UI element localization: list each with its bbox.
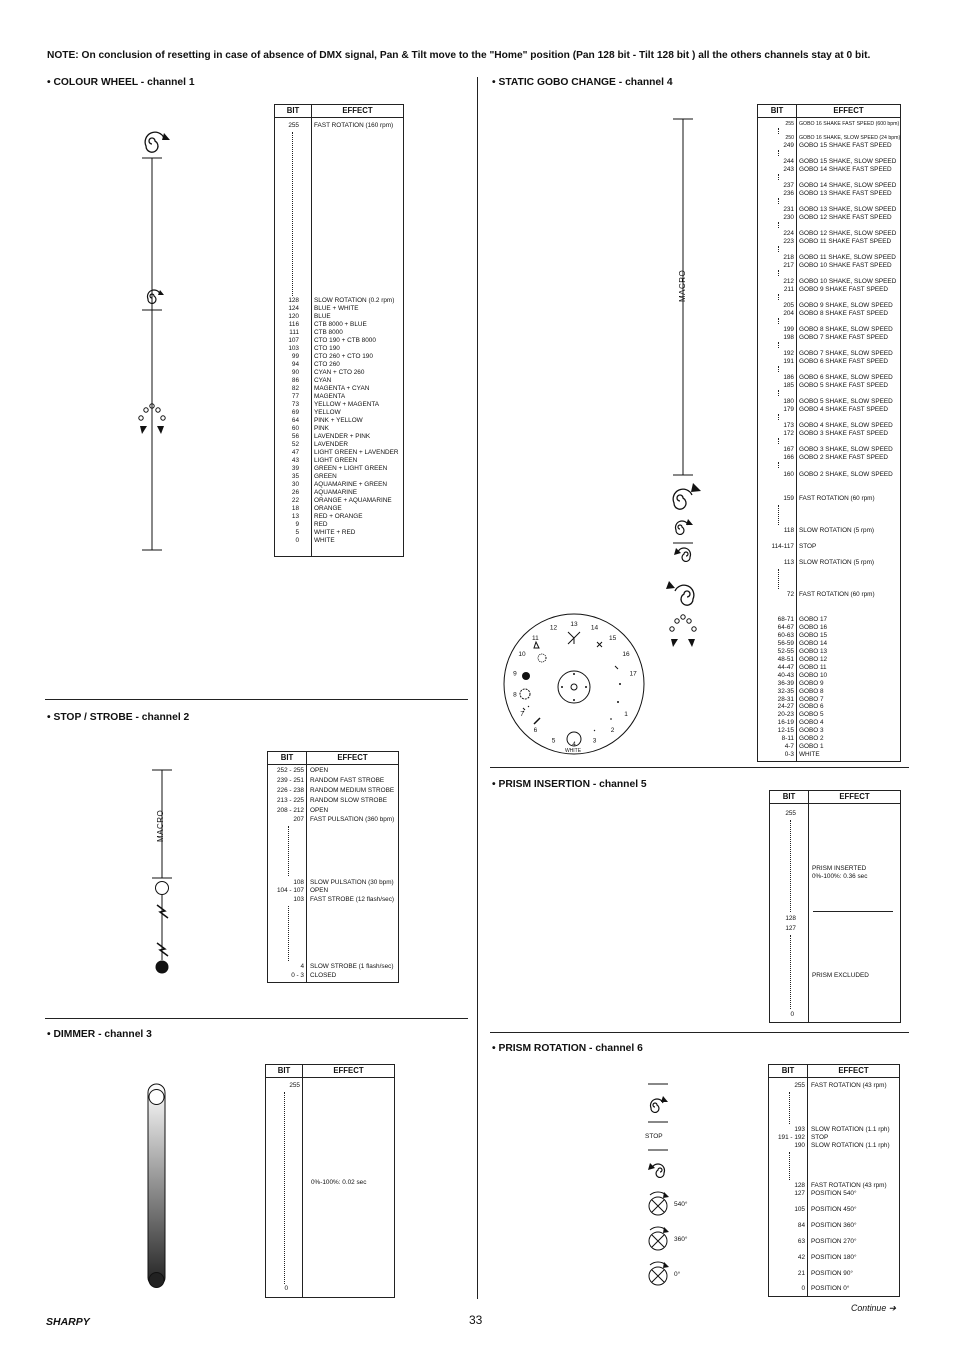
prism-rot-row-bit: 191 - 192 xyxy=(777,1134,805,1141)
colour-row-bit: 82 xyxy=(291,385,299,392)
colour-row-effect: YELLOW xyxy=(314,409,341,416)
gobo-shake-row-bit: 180 xyxy=(783,398,794,405)
gobo-static-row-effect: GOBO 12 xyxy=(799,655,828,663)
page-number: 33 xyxy=(469,1313,483,1327)
colour-row-bit: 94 xyxy=(291,361,299,368)
gobo-shake-row-effect: GOBO 12 SHAKE FAST SPEED xyxy=(799,214,892,221)
gobo-rot-row-effect: STOP xyxy=(799,543,817,550)
strobe-macro-label: MACRO xyxy=(156,809,165,842)
gobo-rot-row-effect: FAST ROTATION (60 rpm) xyxy=(799,591,875,598)
strobe-row-bit: 207 xyxy=(293,816,304,823)
colour-row-bit: 255 xyxy=(288,122,299,129)
colour-row-effect: PINK xyxy=(314,425,329,432)
dimmer-bit-top: 255 xyxy=(289,1082,300,1089)
gobo-wheel-number-10: 10 xyxy=(518,651,526,658)
colour-row-effect: LIGHT GREEN + LAVENDER xyxy=(314,449,399,456)
prism-0-label: 0° xyxy=(674,1271,681,1278)
gobo-wheel-number-2: 2 xyxy=(610,727,615,734)
bit-header: BIT xyxy=(770,791,809,803)
colour-row-effect: ORANGE xyxy=(314,505,342,512)
colour-row-effect: GREEN + LIGHT GREEN xyxy=(314,465,388,472)
prism-rot-diagram xyxy=(640,1080,700,1295)
gobo-shake-row-effect: GOBO 2 SHAKE, SLOW SPEED xyxy=(799,471,893,478)
gobo-shake-row-effect: GOBO 6 SHAKE FAST SPEED xyxy=(799,358,889,365)
gobo-shake-row-effect: GOBO 9 SHAKE FAST SPEED xyxy=(799,286,889,293)
gobo-rot-row-bit: 118 xyxy=(783,527,794,534)
gobo-wheel-number-16: 16 xyxy=(622,651,630,658)
strobe-row-bit: 226 - 238 xyxy=(276,787,304,794)
gobo-wheel-number-17: 17 xyxy=(629,670,637,678)
prism-rot-row-effect: SLOW ROTATION (1.1 rph) xyxy=(811,1126,890,1133)
prism-rot-row-bit: 42 xyxy=(797,1254,805,1261)
gobo-shake-row-effect: GOBO 8 SHAKE FAST SPEED xyxy=(799,310,889,317)
strobe-row-effect: OPEN xyxy=(310,807,329,814)
colour-row-bit: 22 xyxy=(291,497,299,504)
colour-row-bit: 77 xyxy=(291,393,299,400)
gobo-shake-row-effect: GOBO 11 SHAKE, SLOW SPEED xyxy=(799,254,896,261)
strobe-table xyxy=(267,751,399,983)
gobo-shake-row-bit: 244 xyxy=(783,158,794,165)
gobo-shake-row-bit: 230 xyxy=(783,214,794,221)
prism-rot-row-bit: 128 xyxy=(794,1182,805,1189)
gobo-static-row-bit: 20-23 xyxy=(777,711,794,719)
gobo-shake-row-effect: GOBO 16 SHAKE FAST SPEED (600 bpm) xyxy=(799,121,900,127)
gobo-shake-row-effect: GOBO 3 SHAKE, SLOW SPEED xyxy=(799,446,893,453)
gobo-shake-row-effect: GOBO 15 SHAKE FAST SPEED xyxy=(799,142,892,149)
colour-row-bit: 52 xyxy=(291,441,299,448)
prism-rot-row-effect: FAST ROTATION (43 rpm) xyxy=(811,1182,887,1189)
gobo-static-row-effect: GOBO 16 xyxy=(799,623,828,631)
divider-right-1 xyxy=(490,767,909,768)
strobe-diagram xyxy=(140,765,190,985)
colour-row-effect: CTO 190 + CTB 8000 xyxy=(314,337,376,344)
strobe-row-effect: RANDOM FAST STROBE xyxy=(310,777,385,784)
divider-right-2 xyxy=(490,1032,909,1033)
gobo-static-row-effect: GOBO 3 xyxy=(799,727,824,735)
colour-row-effect: CTO 260 xyxy=(314,361,340,368)
gobo-macro-label: MACRO xyxy=(678,269,687,302)
gobo-rot-row-bit: 159 xyxy=(783,495,794,502)
gobo-static-row-effect: GOBO 8 xyxy=(799,687,824,695)
gobo-macro-diagram xyxy=(660,115,710,655)
strobe-row-bit: 208 - 212 xyxy=(276,807,304,814)
prism-rot-row-effect: POSITION 540° xyxy=(811,1190,857,1197)
prism-rot-row-effect: POSITION 360° xyxy=(811,1222,857,1229)
gobo-shake-row-bit: 192 xyxy=(783,350,794,357)
prism-rot-table xyxy=(768,1064,900,1297)
effect-header: EFFECT xyxy=(333,1066,364,1075)
colour-row-bit: 116 xyxy=(288,321,299,328)
bit-header: BIT xyxy=(275,105,312,117)
gobo-shake-row-bit: 236 xyxy=(783,190,794,197)
colour-row-effect: SLOW ROTATION (0.2 rpm) xyxy=(314,297,395,304)
prism-rot-row-bit: 84 xyxy=(797,1222,805,1229)
colour-row-effect: CTO 190 xyxy=(314,345,340,352)
colour-row-effect: CTO 260 + CTO 190 xyxy=(314,353,373,360)
colour-row-bit: 69 xyxy=(291,409,299,416)
strobe-row-effect: OPEN xyxy=(310,767,329,774)
gobo-static-row-bit: 8-11 xyxy=(781,735,794,743)
colour-row-bit: 64 xyxy=(291,417,299,424)
gobo-shake-row-bit: 250 xyxy=(785,135,794,141)
colour-row-bit: 86 xyxy=(291,377,299,384)
colour-row-effect: BLUE + WHITE xyxy=(314,305,359,312)
bit-header: BIT xyxy=(758,105,797,117)
gobo-wheel-number-4: 4 xyxy=(572,741,576,748)
strobe-row-effect: FAST PULSATION (360 bpm) xyxy=(310,816,395,823)
gobo-shake-row-effect: GOBO 5 SHAKE, SLOW SPEED xyxy=(799,398,893,405)
gobo-shake-row-effect: GOBO 6 SHAKE, SLOW SPEED xyxy=(799,374,893,381)
gobo-shake-row-bit: 204 xyxy=(783,310,794,317)
prism-rot-row-effect: SLOW ROTATION (1.1 rph) xyxy=(811,1142,890,1149)
strobe-row-bit: 103 xyxy=(293,896,304,903)
gobo-static-row-effect: WHITE xyxy=(799,751,820,759)
reset-note: NOTE: On conclusion of resetting in case of absence of DMX signal, Pan & Tilt move to the "Home" position (Pan 128 bit - Tilt 128 bit ) all the others channels stay at 0 bit. xyxy=(47,50,871,61)
gobo-shake-row-bit: 186 xyxy=(783,374,794,381)
gobo-wheel xyxy=(502,612,647,757)
gobo-shake-row-effect: GOBO 13 SHAKE FAST SPEED xyxy=(799,190,892,197)
colour-row-effect: CYAN xyxy=(314,377,332,384)
colour-row-bit: 124 xyxy=(288,305,299,312)
effect-header: EFFECT xyxy=(839,792,870,801)
dimmer-bit-bottom: 0 xyxy=(284,1285,288,1292)
gobo-shake-row-effect: GOBO 9 SHAKE, SLOW SPEED xyxy=(799,302,893,309)
colour-row-bit: 0 xyxy=(295,537,299,544)
gobo-static-row-effect: GOBO 17 xyxy=(799,616,828,623)
gobo-static-row-bit: 68-71 xyxy=(777,616,794,623)
colour-row-bit: 107 xyxy=(288,337,299,344)
brand-logo: SHARPY xyxy=(46,1316,90,1328)
gobo-shake-row-effect: GOBO 8 SHAKE, SLOW SPEED xyxy=(799,326,893,333)
gobo-wheel-number-14: 14 xyxy=(590,624,599,632)
gobo-wheel-white-label: WHITE xyxy=(564,748,582,754)
gobo-shake-row-bit: 218 xyxy=(783,254,794,261)
gobo-static-row-bit: 32-35 xyxy=(777,687,794,695)
strobe-row-bit: 213 - 225 xyxy=(276,797,304,804)
prism-bit-127: 127 xyxy=(785,925,796,932)
gobo-wheel-number-5: 5 xyxy=(551,737,556,745)
gobo-shake-row-bit: 205 xyxy=(783,302,794,309)
bit-header: BIT xyxy=(769,1065,808,1077)
dimmer-effect: 0%-100%: 0.02 sec xyxy=(311,1179,367,1186)
gobo-static-row-effect: GOBO 15 xyxy=(799,631,828,639)
prism-540-label: 540° xyxy=(674,1201,688,1208)
gobo-shake-row-bit: 217 xyxy=(783,262,794,269)
gobo-static-row-bit: 4-7 xyxy=(784,743,794,751)
colour-row-bit: 26 xyxy=(291,489,299,496)
colour-row-effect: CTB 8000 + BLUE xyxy=(314,321,367,328)
effect-header: EFFECT xyxy=(342,106,373,115)
gobo-static-row-bit: 52-55 xyxy=(777,647,794,655)
colour-row-bit: 35 xyxy=(291,473,299,480)
gobo-rot-row-effect: SLOW ROTATION (5 rpm) xyxy=(799,527,875,534)
strobe-row-effect: RANDOM MEDIUM STROBE xyxy=(310,787,395,794)
colour-row-bit: 5 xyxy=(295,529,299,536)
dimmer-title: • DIMMER - channel 3 xyxy=(47,1029,152,1040)
gobo-static-row-bit: 64-67 xyxy=(777,623,794,631)
prism-bit-128: 128 xyxy=(785,915,796,922)
gobo-shake-row-bit: 172 xyxy=(783,430,794,437)
colour-row-effect: LAVENDER + PINK xyxy=(314,433,371,440)
gobo-shake-row-effect: GOBO 4 SHAKE, SLOW SPEED xyxy=(799,422,893,429)
gobo-shake-row-bit: 173 xyxy=(783,422,794,429)
gobo-shake-row-effect: GOBO 14 SHAKE FAST SPEED xyxy=(799,166,892,173)
prism-rot-row-effect: POSITION 0° xyxy=(811,1285,850,1292)
gobo-static-row-bit: 48-51 xyxy=(777,655,794,663)
bit-header: BIT xyxy=(266,1065,303,1077)
gobo-shake-row-bit: 237 xyxy=(783,182,794,189)
colour-row-effect: MAGENTA xyxy=(314,393,346,400)
effect-header: EFFECT xyxy=(833,106,864,115)
strobe-row-effect: FAST STROBE (12 flash/sec) xyxy=(310,896,395,903)
gobo-shake-row-bit: 212 xyxy=(783,278,794,285)
gobo-shake-row-bit: 223 xyxy=(783,238,794,245)
colour-row-effect: YELLOW + MAGENTA xyxy=(314,401,380,408)
prism-rot-row-effect: POSITION 90° xyxy=(811,1270,853,1277)
prism-bit-255: 255 xyxy=(785,810,796,817)
colour-wheel-diagram xyxy=(130,120,190,560)
prism-rot-row-bit: 193 xyxy=(794,1126,805,1133)
gobo-shake-row-bit: 255 xyxy=(785,121,794,127)
gobo-rot-row-bit: 72 xyxy=(786,591,794,598)
dimmer-diagram xyxy=(140,1082,180,1292)
gobo-shake-row-bit: 160 xyxy=(783,471,794,478)
gobo-wheel-number-1: 1 xyxy=(624,711,628,718)
gobo-wheel-number-6: 6 xyxy=(533,727,538,734)
prism-rot-row-effect: FAST ROTATION (43 rpm) xyxy=(811,1082,887,1089)
prism-rot-row-bit: 255 xyxy=(794,1082,805,1089)
colour-row-bit: 47 xyxy=(291,449,299,456)
gobo-shake-row-effect: GOBO 10 SHAKE FAST SPEED xyxy=(799,262,892,269)
prism-rot-row-bit: 0 xyxy=(801,1285,805,1292)
gobo-static-row-effect: GOBO 2 xyxy=(799,735,824,743)
colour-row-effect: FAST ROTATION (160 rpm) xyxy=(314,122,394,129)
colour-row-bit: 111 xyxy=(289,329,299,336)
colour-row-effect: RED + ORANGE xyxy=(314,513,363,520)
colour-row-bit: 60 xyxy=(291,425,299,432)
gobo-static-row-effect: GOBO 6 xyxy=(799,703,824,711)
gobo-static-row-effect: GOBO 14 xyxy=(799,639,828,647)
gobo-shake-row-effect: GOBO 10 SHAKE, SLOW SPEED xyxy=(799,278,897,285)
gobo-shake-row-effect: GOBO 4 SHAKE FAST SPEED xyxy=(799,406,889,413)
gobo-static-row-effect: GOBO 13 xyxy=(799,647,828,655)
dimmer-table xyxy=(265,1064,395,1298)
gobo-wheel-number-13: 13 xyxy=(570,621,578,628)
colour-row-effect: AQUAMARINE + GREEN xyxy=(314,481,387,488)
prism-separator xyxy=(813,911,893,912)
strobe-row-bit: 252 - 255 xyxy=(276,767,304,774)
effect-header: EFFECT xyxy=(838,1066,869,1075)
strobe-row-effect: RANDOM SLOW STROBE xyxy=(310,797,388,804)
gobo-title: • STATIC GOBO CHANGE - channel 4 xyxy=(492,77,673,88)
gobo-static-row-bit: 12-15 xyxy=(777,727,794,735)
colour-row-bit: 43 xyxy=(291,457,299,464)
gobo-wheel-number-7: 7 xyxy=(520,711,524,718)
strobe-row-bit: 108 xyxy=(293,879,304,886)
gobo-wheel-number-15: 15 xyxy=(608,635,617,642)
bit-header: BIT xyxy=(268,752,307,764)
colour-row-bit: 18 xyxy=(291,505,299,512)
gobo-shake-row-effect: GOBO 12 SHAKE, SLOW SPEED xyxy=(799,230,897,237)
colour-row-bit: 128 xyxy=(288,297,299,304)
gobo-static-row-bit: 60-63 xyxy=(777,631,794,639)
prism-bit-0: 0 xyxy=(790,1011,794,1018)
colour-row-effect: RED xyxy=(314,521,328,528)
gobo-static-row-effect: GOBO 5 xyxy=(799,711,824,719)
gobo-shake-row-effect: GOBO 14 SHAKE, SLOW SPEED xyxy=(799,182,897,189)
gobo-shake-row-effect: GOBO 16 SHAKE, SLOW SPEED (24 bpm) xyxy=(799,135,901,141)
gobo-static-row-bit: 40-43 xyxy=(777,671,794,679)
prism-inserted: PRISM INSERTED xyxy=(812,865,867,872)
gobo-shake-row-effect: GOBO 7 SHAKE FAST SPEED xyxy=(799,334,889,341)
colour-wheel-title: • COLOUR WHEEL - channel 1 xyxy=(47,77,195,88)
gobo-shake-row-bit: 166 xyxy=(783,454,794,461)
colour-row-effect: WHITE + RED xyxy=(314,529,356,536)
strobe-row-bit: 0 - 3 xyxy=(291,972,304,979)
colour-row-effect: PINK + YELLOW xyxy=(314,417,363,424)
colour-row-effect: GREEN xyxy=(314,473,337,480)
gobo-shake-row-bit: 199 xyxy=(783,326,794,333)
gobo-shake-row-effect: GOBO 5 SHAKE FAST SPEED xyxy=(799,382,889,389)
colour-row-effect: ORANGE + AQUAMARINE xyxy=(314,497,392,504)
gobo-wheel-number-9: 9 xyxy=(513,670,517,678)
gobo-static-row-bit: 24-27 xyxy=(777,703,794,711)
strobe-row-effect: CLOSED xyxy=(310,972,337,979)
gobo-shake-row-bit: 224 xyxy=(783,230,794,237)
colour-row-effect: MAGENTA + CYAN xyxy=(314,385,370,392)
colour-row-effect: AQUAMARINE xyxy=(314,489,357,496)
prism-stop-label: STOP xyxy=(645,1133,663,1140)
divider-left-1 xyxy=(45,699,468,700)
gobo-static-row-bit: 36-39 xyxy=(777,679,794,687)
gobo-wheel-number-3: 3 xyxy=(592,737,597,745)
gobo-shake-row-bit: 243 xyxy=(783,166,794,173)
colour-row-bit: 56 xyxy=(291,433,299,440)
prism-360-label: 360° xyxy=(674,1236,688,1243)
strobe-row-effect: SLOW PULSATION (30 bpm) xyxy=(310,879,394,886)
colour-row-effect: CTB 8000 xyxy=(314,329,343,336)
gobo-static-row-effect: GOBO 1 xyxy=(799,743,824,751)
gobo-static-row-effect: GOBO 9 xyxy=(799,679,824,687)
gobo-shake-row-bit: 249 xyxy=(783,142,794,149)
gobo-shake-row-effect: GOBO 15 SHAKE, SLOW SPEED xyxy=(799,158,897,165)
colour-row-bit: 73 xyxy=(291,401,299,408)
prism-rot-row-effect: POSITION 270° xyxy=(811,1238,857,1245)
prism-rot-row-bit: 105 xyxy=(794,1206,805,1213)
gobo-static-row-bit: 0-3 xyxy=(784,751,794,759)
colour-row-effect: LAVENDER xyxy=(314,441,348,448)
prism-rot-row-bit: 127 xyxy=(794,1190,805,1197)
strobe-row-effect: OPEN xyxy=(310,887,329,894)
gobo-static-row-bit: 44-47 xyxy=(777,663,794,671)
gobo-static-row-effect: GOBO 11 xyxy=(799,663,827,671)
gobo-shake-row-bit: 179 xyxy=(783,406,794,413)
gobo-rot-row-effect: SLOW ROTATION (5 rpm) xyxy=(799,559,875,566)
prism-title: • PRISM INSERTION - channel 5 xyxy=(492,779,647,790)
gobo-static-row-bit: 16-19 xyxy=(777,719,794,727)
gobo-static-row-effect: GOBO 4 xyxy=(799,719,824,727)
colour-row-effect: WHITE xyxy=(314,537,335,544)
gobo-shake-row-effect: GOBO 7 SHAKE, SLOW SPEED xyxy=(799,350,893,357)
colour-row-effect: LIGHT GREEN xyxy=(314,457,358,464)
strobe-row-bit: 104 - 107 xyxy=(276,887,304,894)
strobe-row-bit: 4 xyxy=(300,963,304,970)
colour-row-bit: 39 xyxy=(291,465,299,472)
prism-rot-row-bit: 190 xyxy=(794,1142,805,1149)
gobo-static-row-effect: GOBO 7 xyxy=(799,695,824,703)
gobo-shake-row-bit: 198 xyxy=(783,334,794,341)
gobo-wheel-number-11: 11 xyxy=(532,635,539,642)
center-divider xyxy=(477,77,478,1299)
gobo-rot-row-bit: 113 xyxy=(783,559,794,566)
prism-rot-row-effect: POSITION 450° xyxy=(811,1206,857,1213)
colour-row-bit: 103 xyxy=(288,345,299,352)
divider-left-2 xyxy=(45,1018,468,1019)
prism-rot-title: • PRISM ROTATION - channel 6 xyxy=(492,1043,643,1054)
gobo-shake-row-effect: GOBO 3 SHAKE FAST SPEED xyxy=(799,430,889,437)
gobo-shake-row-bit: 167 xyxy=(783,446,794,453)
gobo-shake-row-bit: 185 xyxy=(783,382,794,389)
gobo-static-row-bit: 28-31 xyxy=(777,695,794,703)
colour-row-bit: 120 xyxy=(288,313,299,320)
gobo-shake-row-bit: 191 xyxy=(783,358,794,365)
gobo-table xyxy=(757,104,901,762)
prism-excluded: PRISM EXCLUDED xyxy=(812,972,869,979)
continue-link[interactable]: Continue ➔ xyxy=(851,1303,897,1313)
gobo-static-row-effect: GOBO 10 xyxy=(799,671,828,679)
prism-rot-row-effect: POSITION 180° xyxy=(811,1254,857,1261)
prism-inserted-time: 0%-100%: 0.36 sec xyxy=(812,873,868,880)
colour-row-bit: 9 xyxy=(295,521,299,528)
prism-rot-row-bit: 21 xyxy=(797,1270,805,1277)
effect-header: EFFECT xyxy=(337,753,368,762)
colour-row-bit: 13 xyxy=(291,513,299,520)
gobo-shake-row-bit: 231 xyxy=(783,206,794,213)
gobo-shake-row-bit: 211 xyxy=(783,286,794,293)
colour-row-bit: 90 xyxy=(291,369,299,376)
colour-wheel-table xyxy=(274,104,404,557)
gobo-rot-row-effect: FAST ROTATION (60 rpm) xyxy=(799,495,875,502)
gobo-shake-row-effect: GOBO 13 SHAKE, SLOW SPEED xyxy=(799,206,897,213)
strobe-title: • STOP / STROBE - channel 2 xyxy=(47,712,190,723)
prism-rot-row-effect: STOP xyxy=(811,1134,829,1141)
colour-row-bit: 99 xyxy=(291,353,299,360)
gobo-shake-row-effect: GOBO 11 SHAKE FAST SPEED xyxy=(799,238,892,245)
strobe-row-effect: SLOW STROBE (1 flash/sec) xyxy=(310,963,394,970)
gobo-wheel-number-8: 8 xyxy=(513,691,517,699)
colour-row-bit: 30 xyxy=(291,481,299,488)
prism-table xyxy=(769,790,901,1023)
strobe-row-bit: 239 - 251 xyxy=(276,777,304,784)
gobo-wheel-number-12: 12 xyxy=(549,624,558,632)
prism-rot-row-bit: 63 xyxy=(797,1238,805,1245)
gobo-shake-row-effect: GOBO 2 SHAKE FAST SPEED xyxy=(799,454,889,461)
gobo-rot-row-bit: 114-117 xyxy=(771,543,794,550)
colour-row-effect: CYAN + CTO 260 xyxy=(314,369,365,376)
colour-row-effect: BLUE xyxy=(314,313,331,320)
gobo-static-row-bit: 56-59 xyxy=(777,639,794,647)
